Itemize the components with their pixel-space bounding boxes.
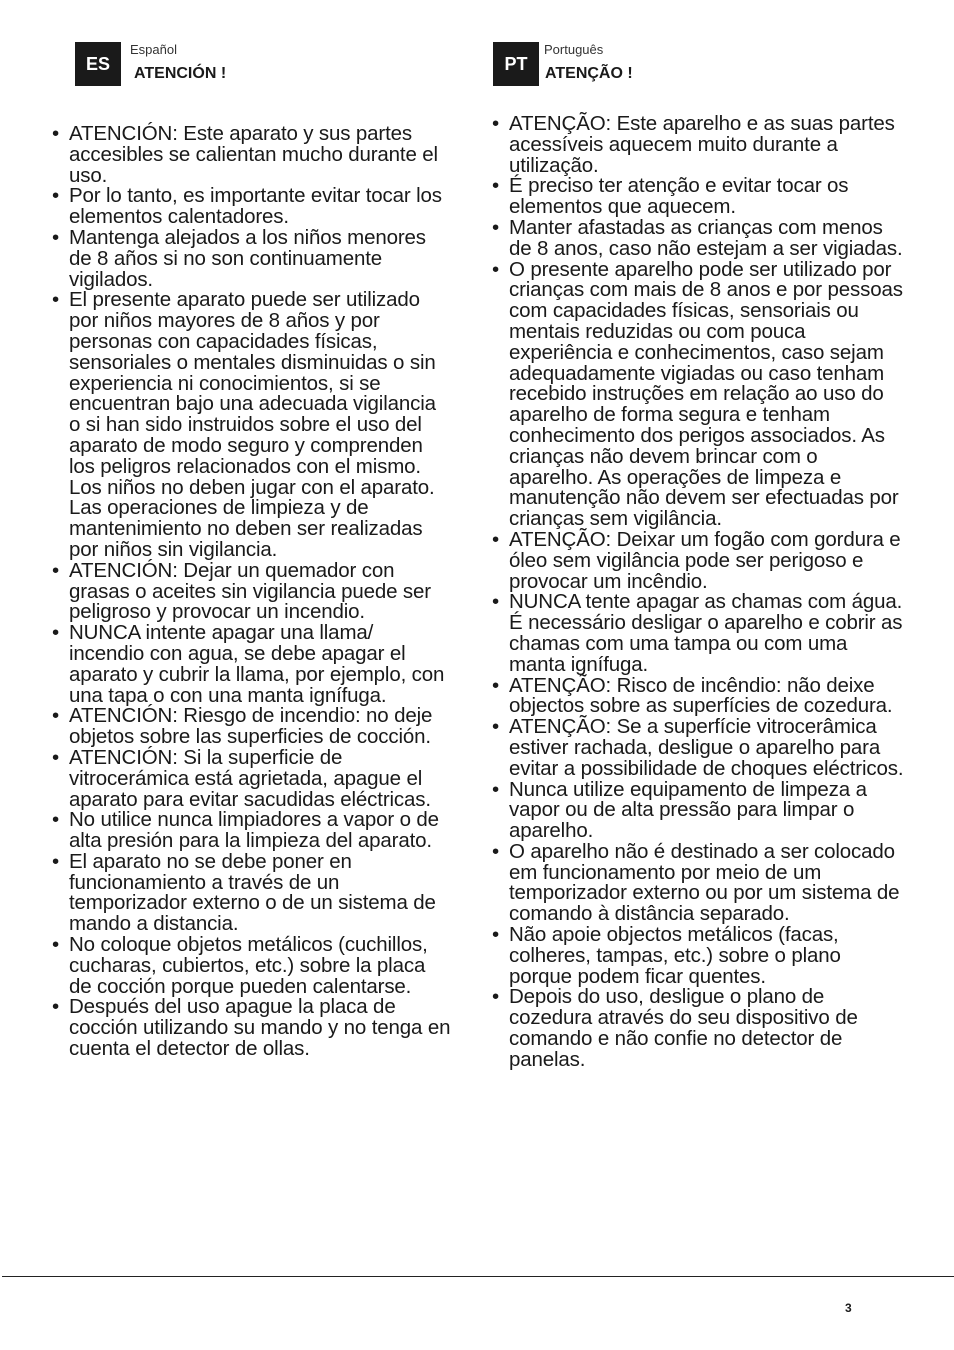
footer-divider xyxy=(2,1276,954,1277)
bullet-icon: • xyxy=(52,122,60,145)
bullet-icon: • xyxy=(52,995,60,1019)
bullet-icon: • xyxy=(52,704,60,728)
bullet-icon: • xyxy=(52,288,60,312)
bullet-icon: • xyxy=(492,839,500,863)
language-badge-pt: PT xyxy=(493,42,539,86)
bullet-icon: • xyxy=(492,112,500,135)
bullet-icon: • xyxy=(492,673,500,697)
bullet-icon: • xyxy=(492,715,500,739)
list-item: • É preciso ter atenção e evitar tocar os elementos que aquecem. xyxy=(492,174,849,219)
list-item: • No utilice nunca limpiadores a vapor o de alta presión para la limpieza del aparato. xyxy=(52,808,439,853)
bullet-icon: • xyxy=(52,225,60,249)
warning-list-pt xyxy=(492,114,904,1071)
list-item: • El aparato no se debe poner en funcionamiento a través de un temporizador externo o de un sistema de mando a distancia. xyxy=(52,849,436,936)
bullet-icon: • xyxy=(492,777,500,801)
list-item: • Não apoie objectos metálicos (facas, colheres, tampas, etc.) sobre o plano porque podem ficar quentes. xyxy=(492,923,841,988)
bullet-icon: • xyxy=(492,590,500,614)
bullet-icon: • xyxy=(52,621,60,645)
bullet-icon: • xyxy=(52,808,60,832)
list-item: • El presente aparato puede ser utilizado por niños mayores de 8 años y por personas con capacidades físicas, sensoriales o mentales disminuidas o sin experiencia ni conocimientos, si se encuentran bajo una adecuada vigilancia o si han sido instruidos sobre el uso del aparato de modo seguro y comprenden los peligros relacionados con el mismo. Los niños no deben jugar con el aparato. Las operaciones de limpieza y de mantenimiento no deben ser realizadas por niños sin vigilancia. xyxy=(52,288,436,561)
bullet-icon: • xyxy=(492,257,500,281)
language-name-pt: Português xyxy=(544,42,604,57)
spanish-header xyxy=(52,40,452,86)
list-item: • ATENÇÃO: Se a superfície vitrocerâmica estiver rachada, desligue o aparelho para evitar a possibilidade de choques eléctricos. xyxy=(492,715,904,780)
list-item: • Después del uso apague la placa de cocción utilizando su mando y no tenga en cuenta el detector de ollas. xyxy=(52,995,451,1061)
bullet-icon: • xyxy=(52,745,60,769)
list-item: • ATENÇÃO: Este aparelho e as suas partes acessíveis aquecem muito durante a utilização. xyxy=(492,112,895,177)
list-item: • Mantenga alejados a los niños menores de 8 años si no son continuamente vigilados. xyxy=(52,225,426,291)
list-item: • Nunca utilize equipamento de limpeza a vapor ou de alta pressão para limpar o aparelho. xyxy=(492,777,867,843)
warning-list-es xyxy=(52,124,452,1060)
bullet-icon: • xyxy=(492,923,500,947)
bullet-icon: • xyxy=(52,558,60,582)
list-item: • ATENCIÓN: Dejar un quemador con grasas o aceites sin vigilancia puede ser peligroso y provocar un incendio. xyxy=(52,558,431,624)
list-item: • No coloque objetos metálicos (cuchillos, cucharas, cubiertos, etc.) sobre la placa de cocción porque pueden calentarse. xyxy=(52,933,428,998)
section-title-es: ATENCIÓN ! xyxy=(134,65,227,82)
bullet-icon: • xyxy=(492,527,500,551)
section-title-pt: ATENÇÃO ! xyxy=(545,65,633,82)
list-item: • O aparelho não é destinado a ser colocado em funcionamento por meio de um temporizador externo ou por um sistema de comando à distância separado. xyxy=(492,839,900,926)
bullet-icon: • xyxy=(52,184,60,208)
bullet-icon: • xyxy=(492,174,500,198)
list-item: • Por lo tanto, es importante evitar tocar los elementos calentadores. xyxy=(52,184,442,229)
list-item: • ATENCIÓN: Riesgo de incendio: no deje objetos sobre las superficies de cocción. xyxy=(52,704,433,749)
bullet-icon: • xyxy=(492,985,500,1009)
bullet-icon: • xyxy=(52,933,60,957)
list-item: • Manter afastadas as crianças com menos de 8 anos, caso não estejam a ser vigiadas. xyxy=(492,215,903,260)
list-item: • ATENCIÓN: Si la superficie de vitrocerámica está agrietada, apague el aparato para evitar sacudidas eléctricas. xyxy=(52,745,431,811)
bullet-icon: • xyxy=(492,215,500,239)
bullet-icon: • xyxy=(52,849,60,873)
list-item: • NUNCA intente apagar una llama/ incendio con agua, se debe apagar el aparato y cubrir la llama, por ejemplo, con una tapa o con una manta ignífuga. xyxy=(52,621,445,707)
list-item: • ATENÇÃO: Deixar um fogão com gordura e óleo sem vigilância pode ser perigoso e provocar um incêndio. xyxy=(492,527,901,593)
list-item: • Depois do uso, desligue o plano de cozedura através do seu dispositivo de comando e não confie no detector de panelas. xyxy=(492,985,858,1071)
language-badge-es: ES xyxy=(75,42,121,86)
portuguese-column xyxy=(492,40,904,1071)
page-number: 3 xyxy=(845,1301,852,1315)
language-name-es: Español xyxy=(130,42,177,57)
list-item: • ATENÇÃO: Risco de incêndio: não deixe objectos sobre as superfícies de cozedura. xyxy=(492,673,893,718)
portuguese-header xyxy=(492,40,904,86)
list-item: • O presente aparelho pode ser utilizado por crianças com mais de 8 anos e por pessoas com capacidades físicas, sensoriais ou mentais reduzidas ou com pouca experiência e conhecimentos, caso sejam adequadamente vigiadas ou caso tenham recebido instruções em relação ao uso do aparelho de forma segura e tenham conhecimento dos perigos associados. As crianças não devem brincar com o aparelho. As operações de limpeza e manutenção não devem ser efectuadas por crianças sem vigilância. xyxy=(492,257,903,531)
list-item: • NUNCA tente apagar as chamas com água. É necessário desligar o aparelho e cobrir as chamas com uma tampa ou com uma manta ignífuga. xyxy=(492,590,903,676)
list-item: • ATENCIÓN: Este aparato y sus partes accesibles se calientan mucho durante el uso. xyxy=(52,122,438,187)
spanish-column xyxy=(52,40,452,1060)
